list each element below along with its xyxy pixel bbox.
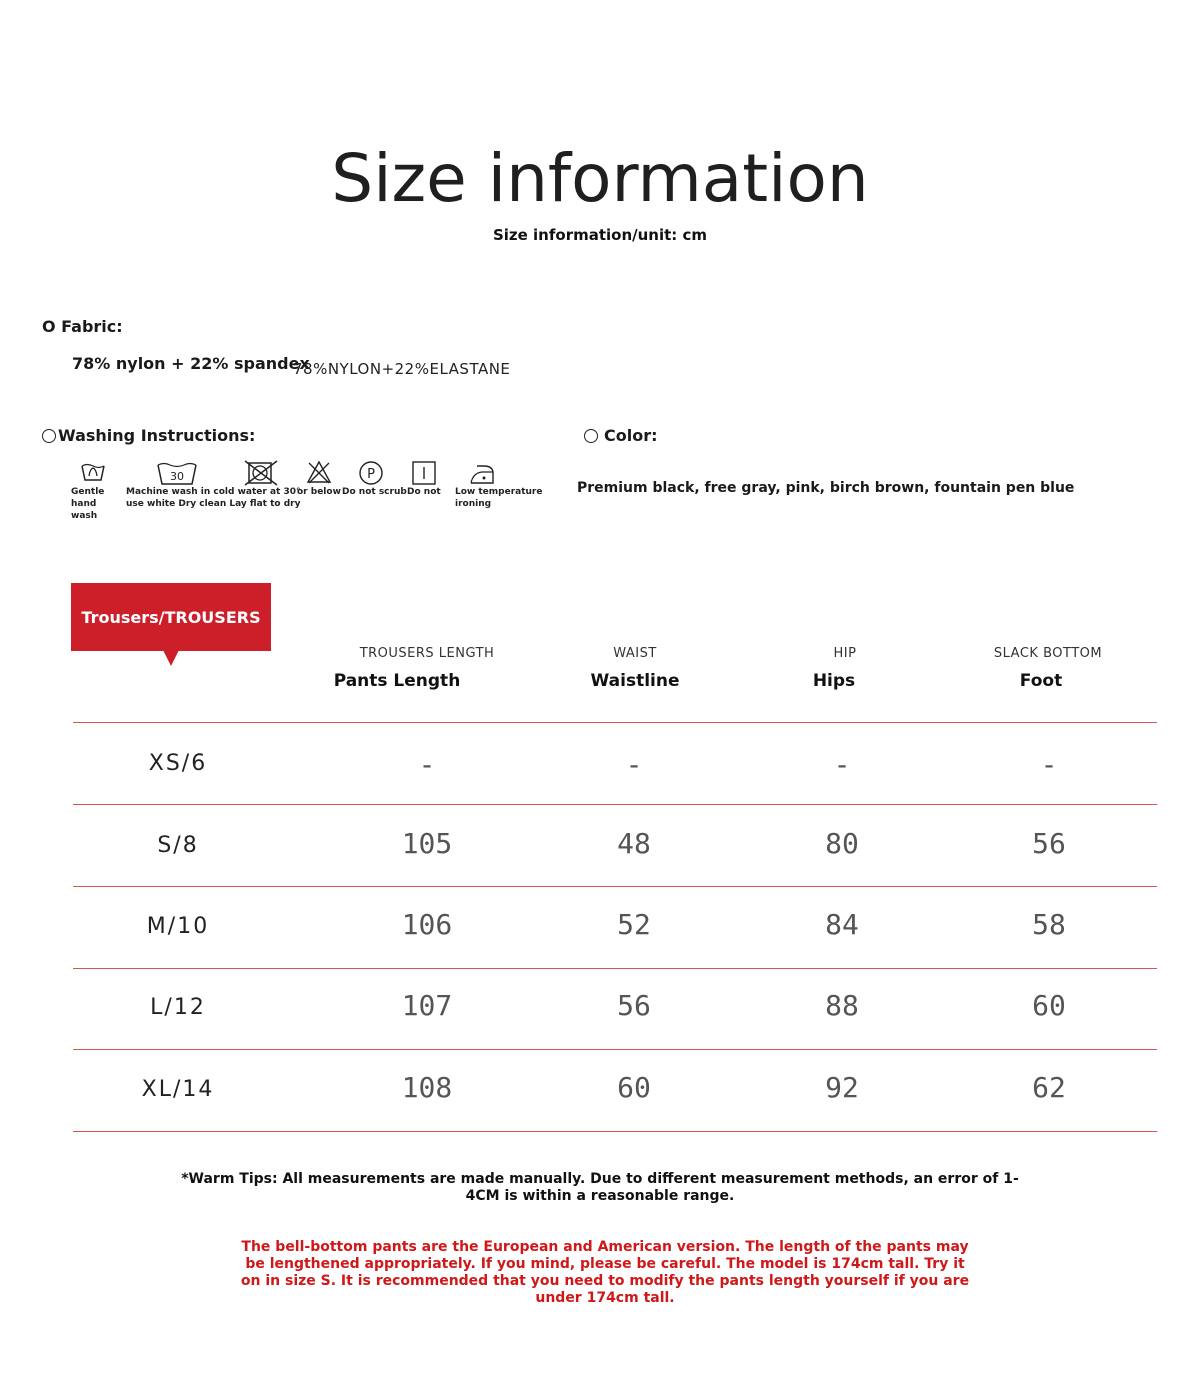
care-text-do-not-scrub: Do not scrub: [342, 487, 407, 497]
column-header-label: Pants Length: [333, 671, 461, 691]
color-heading: [584, 426, 658, 445]
page-title: Size information: [331, 140, 869, 217]
machine-wash-30-icon: [156, 460, 198, 486]
care-text-line: wash: [71, 511, 98, 521]
column-header-waist: [535, 646, 735, 691]
column-header-label: Waistline: [590, 671, 680, 691]
value-cell: -: [833, 748, 851, 781]
value-cell: 105: [401, 827, 453, 860]
size-cell: L/12: [150, 995, 206, 1020]
iron-low-icon: [468, 460, 496, 486]
value-cell: 60: [1032, 989, 1066, 1022]
do-not-bleach-icon: [306, 460, 332, 484]
care-text-line: ironing: [455, 499, 492, 509]
column-header-hip: [745, 646, 945, 691]
care-text-or-below: or below: [297, 487, 341, 497]
table-tab: Trousers/TROUSERS: [71, 583, 271, 651]
care-text-line: use white Dry clean Lay flat to dry: [126, 499, 301, 509]
bell-bottom-warning: The bell-bottom pants are the European and American version. The length of the pants may be lengthened appropriately. If you mind, please be careful. The model is 174cm tall. Try it on in size S. It is recommended that you need to modify the pants length yourself if you are under 174cm tall.: [240, 1239, 970, 1306]
table-divider: [73, 968, 1157, 969]
table-divider: [73, 1131, 1157, 1132]
value-cell: 58: [1032, 908, 1066, 941]
value-cell: 56: [1032, 827, 1066, 860]
size-cell: XS/6: [148, 751, 208, 776]
value-cell: -: [625, 748, 643, 781]
page-subtitle: Size information/unit: cm: [492, 226, 708, 244]
value-cell: 48: [617, 827, 651, 860]
care-icons: [70, 460, 550, 525]
value-cell: -: [418, 748, 436, 781]
value-cell: 84: [825, 908, 859, 941]
washing-label: Washing Instructions:: [58, 426, 256, 445]
value-cell: 107: [401, 989, 453, 1022]
warm-tips: *Warm Tips: All measurements are made manually. Due to different measurement methods, an error of 1-4CM is within a reasonable range.: [181, 1171, 1019, 1204]
care-text-line: Machine wash in cold water at 30°: [126, 487, 301, 497]
value-cell: 88: [825, 989, 859, 1022]
color-options: Premium black, free gray, pink, birch brown, fountain pen blue: [577, 480, 1075, 496]
table-divider: [73, 1049, 1157, 1050]
column-header-label: Hips: [812, 671, 856, 691]
do-not-tumble-dry-icon: [243, 460, 279, 486]
fabric-code: 78%NYLON+22%ELASTANE: [293, 360, 511, 378]
value-cell: 62: [1032, 1071, 1066, 1104]
washing-instructions-heading: [42, 426, 255, 445]
value-cell: 106: [401, 908, 453, 941]
value-cell: 60: [617, 1071, 651, 1104]
care-text-hand-wash: [71, 486, 104, 522]
column-header-slack-bottom: [948, 646, 1148, 691]
machine-wash-temp: 30: [170, 470, 184, 483]
column-header-en: TROUSERS LENGTH: [359, 646, 495, 661]
bullet-circle-icon: [584, 429, 598, 443]
care-text-machine-wash: [126, 486, 301, 510]
column-header-label: Foot: [1019, 671, 1063, 691]
svg-text:P: P: [367, 467, 375, 482]
value-cell: 52: [617, 908, 651, 941]
size-cell: M/10: [146, 914, 210, 939]
value-cell: 80: [825, 827, 859, 860]
care-text-do-not: Do not: [407, 487, 441, 497]
size-cell: XL/14: [141, 1077, 215, 1102]
column-header-length: [327, 646, 527, 691]
column-header-en: WAIST: [613, 646, 657, 661]
care-text-line: hand: [71, 499, 97, 509]
value-cell: 92: [825, 1071, 859, 1104]
table-divider: [73, 886, 1157, 887]
tab-pointer-icon: [163, 650, 179, 666]
fabric-label: O Fabric:: [42, 317, 123, 336]
column-header-en: SLACK BOTTOM: [993, 646, 1103, 661]
hand-wash-icon: [80, 460, 106, 484]
line-dry-icon: [411, 460, 437, 486]
column-header-en: HIP: [833, 646, 857, 661]
table-divider: [73, 804, 1157, 805]
table-divider: [73, 722, 1157, 723]
care-text-line: Gentle: [71, 487, 105, 497]
color-label: Color:: [604, 426, 658, 445]
value-cell: 56: [617, 989, 651, 1022]
size-cell: S/8: [157, 833, 199, 858]
care-text-line: Low temperature: [455, 487, 543, 497]
dry-clean-p-icon: [358, 460, 384, 486]
fabric-description: 78% nylon + 22% spandex: [72, 354, 310, 373]
care-text-iron: [455, 486, 542, 510]
value-cell: 108: [401, 1071, 453, 1104]
bullet-circle-icon: [42, 429, 56, 443]
value-cell: -: [1040, 748, 1058, 781]
